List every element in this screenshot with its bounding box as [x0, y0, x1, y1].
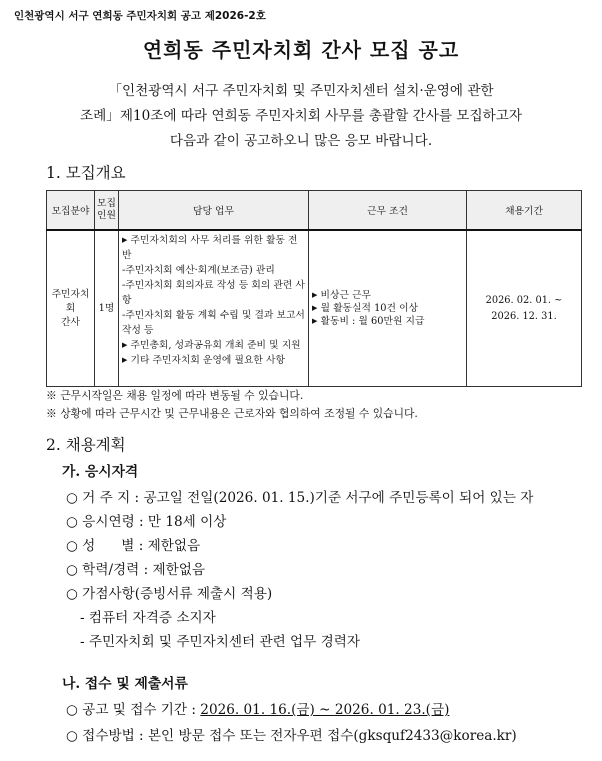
qualification-education: ○ 학력/경력 : 제한없음	[66, 562, 206, 578]
period-cell	[467, 230, 582, 387]
duty-item: -주민자치회 활동 계획 수립 및 결과 보고서 작성 등	[122, 310, 305, 336]
header-count: 모집 인원	[95, 191, 119, 231]
section-1-heading: 1. 모집개요	[46, 164, 126, 182]
note-start-date: ※ 근무시작일은 채용 일정에 따라 변동될 수 있습니다.	[46, 389, 304, 402]
duty-item: -주민자치회 회의자료 작성 등 회의 관련 사항	[122, 280, 305, 306]
duty-item: ▶ 주민총회, 성과공유회 개최 준비 및 지원	[122, 340, 301, 351]
field-line: 간사	[61, 316, 80, 328]
bonus-item: - 컴퓨터 자격증 소지자	[80, 610, 216, 626]
qualification-age: ○ 응시연령 : 만 18세 이상	[66, 514, 227, 530]
note-work-hours: ※ 상황에 따라 근무시간 및 근무내용은 근로자와 협의하여 조정될 수 있습니다.	[46, 407, 418, 420]
recruitment-overview-table	[46, 190, 582, 387]
period-start: 2026. 02. 01. ~	[485, 294, 563, 306]
qualification-residence: ○ 거 주 지 : 공고일 전일(2026. 01. 15.)기준 서구에 주민등록이 되어 있는 자	[66, 490, 534, 506]
duty-item: -주민자치회 예산·회계(보조금) 관리	[122, 265, 275, 276]
receipt-period	[66, 698, 449, 718]
field-cell	[47, 230, 95, 387]
triangle-bullet-icon: ▶	[122, 341, 128, 349]
notice-reference-number: 인천광역시 서구 연희동 주민자치회 공고 제2026-2호	[14, 10, 266, 22]
subsection-application: 나. 접수 및 제출서류	[62, 676, 188, 692]
receipt-method: ○ 접수방법 : 본인 방문 접수 또는 전자우편 접수(gksquf2433@korea.kr)	[66, 728, 517, 744]
duties-cell	[119, 230, 309, 387]
intro-line-2: 조례」제10조에 따라 연희동 주민자치회 사무를 총괄할 간사를 모집하고자	[80, 108, 522, 124]
intro-line-1: 「인천광역시 서구 주민자치회 및 주민자치센터 설치·운영에 관한	[108, 83, 494, 99]
triangle-bullet-icon: ▶	[312, 317, 318, 325]
receipt-period-label: ○ 공고 및 접수 기간 :	[66, 702, 201, 718]
qualification-bonus: ○ 가점사항(증빙서류 제출시 적용)	[66, 586, 273, 602]
condition-item: ▶ 비상근 근무	[312, 290, 371, 301]
intro-line-3: 다음과 같이 공고하오니 많은 응모 바랍니다.	[169, 133, 433, 149]
table-row	[47, 230, 582, 387]
triangle-bullet-icon: ▶	[312, 304, 318, 312]
receipt-period-value: 2026. 01. 16.(금) ~ 2026. 01. 23.(금)	[200, 702, 450, 718]
header-duties: 담당 업무	[119, 191, 309, 231]
table-header-row	[47, 191, 582, 231]
qualification-gender: ○ 성 별 : 제한없음	[66, 538, 201, 554]
period-end: 2026. 12. 31.	[491, 310, 557, 322]
header-field: 모집분야	[47, 191, 95, 231]
header-period: 채용기간	[467, 191, 582, 231]
duty-item: ▶ 기타 주민자치회 운영에 필요한 사항	[122, 355, 285, 366]
triangle-bullet-icon: ▶	[312, 291, 318, 299]
triangle-bullet-icon: ▶	[122, 356, 128, 364]
header-conditions: 근무 조건	[309, 191, 467, 231]
subsection-qualifications: 가. 응시자격	[62, 464, 139, 480]
condition-item: ▶ 활동비 : 월 60만원 지급	[312, 316, 425, 327]
page-title: 연희동 주민자치회 간사 모집 공고	[142, 38, 460, 62]
condition-item: ▶ 월 활동실적 10건 이상	[312, 303, 419, 314]
conditions-cell	[309, 230, 467, 387]
triangle-bullet-icon: ▶	[122, 236, 128, 244]
section-2-heading: 2. 채용계획	[46, 436, 126, 454]
duty-item: ▶ 주민자치회의 사무 처리를 위한 활동 전반	[122, 235, 298, 261]
bonus-item: - 주민자치회 및 주민자치센터 관련 업무 경력자	[80, 634, 361, 650]
field-line: 주민자치회	[51, 288, 90, 314]
count-cell: 1명	[95, 230, 119, 387]
